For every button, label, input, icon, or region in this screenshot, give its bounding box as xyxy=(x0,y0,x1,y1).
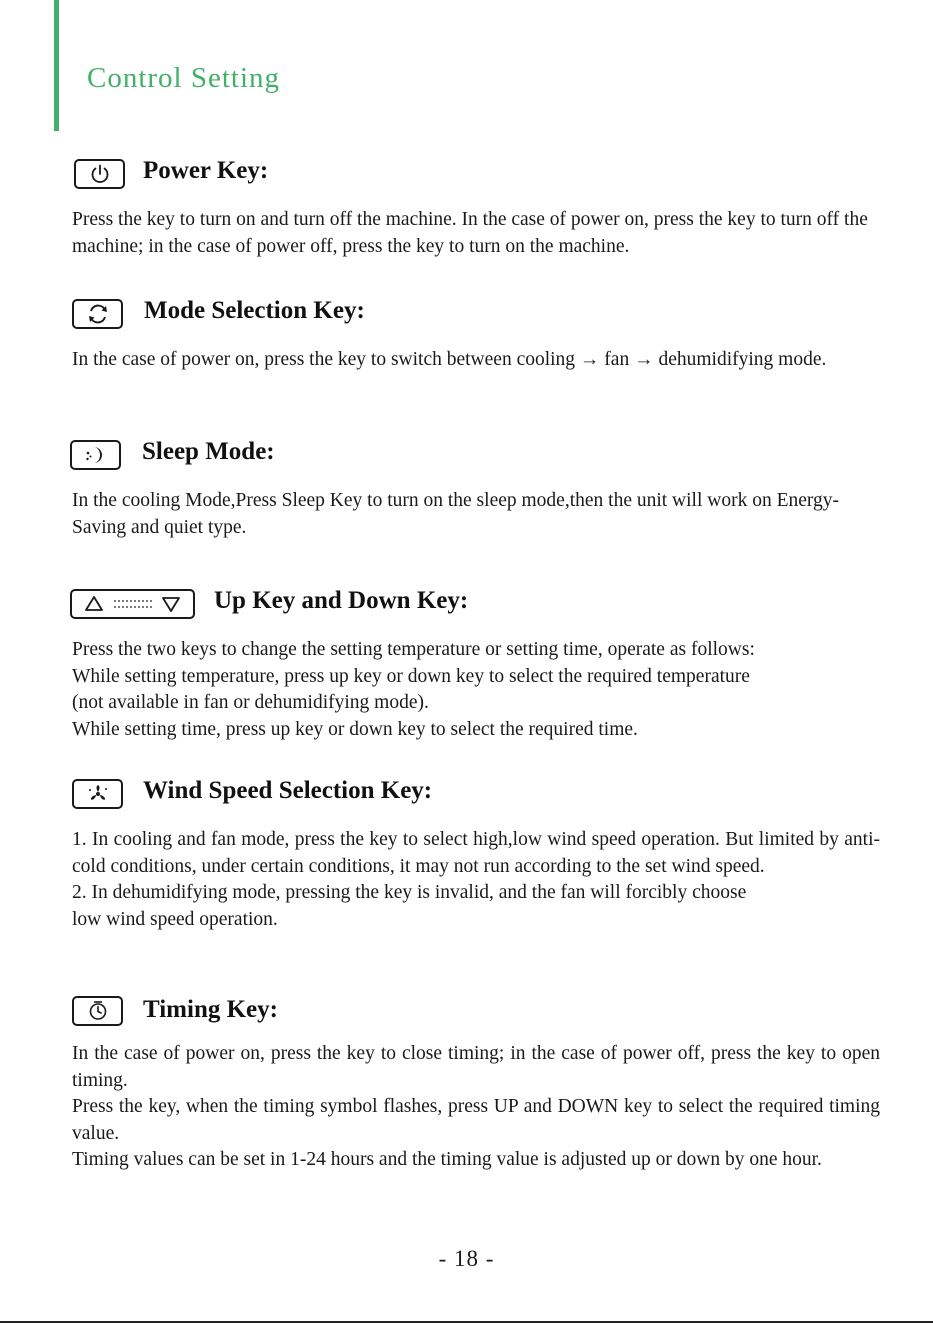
paragraph: Timing values can be set in 1-24 hours and the timing value is adjusted up or down by one hour. xyxy=(72,1149,822,1171)
paragraph: While setting time, press up key or down key to select the required time. xyxy=(72,718,638,740)
section-header xyxy=(0,159,933,199)
section-title: Mode Selection Key: xyxy=(144,297,365,324)
paragraph: In the case of power on, press the key to close timing; in the case of power off, press the key to open timing. xyxy=(72,1043,880,1091)
section-body xyxy=(72,207,880,260)
paragraph: While setting temperature, press up key or down key to select the required temperature xyxy=(72,665,750,687)
section-title: Power Key: xyxy=(143,157,269,184)
section-body xyxy=(72,827,880,933)
section-body xyxy=(72,1041,880,1174)
paragraph: In the cooling Mode,Press Sleep Key to turn on the sleep mode,then the unit will work on Energy-Saving and quiet type. xyxy=(72,490,840,538)
timing-key-button xyxy=(72,996,123,1026)
up-down-key-button xyxy=(70,589,195,619)
section-title: Up Key and Down Key: xyxy=(214,587,469,614)
section-header xyxy=(0,779,933,819)
section-header xyxy=(0,996,933,1036)
fan-icon xyxy=(86,783,110,805)
up-arrow-icon xyxy=(84,595,104,613)
power-icon xyxy=(89,163,111,185)
down-arrow-icon xyxy=(161,595,181,613)
paragraph: In the case of power on, press the key to switch between cooling → fan → dehumidifying mode. xyxy=(72,349,827,370)
section-header xyxy=(0,299,933,339)
wind-speed-key-button xyxy=(72,779,123,809)
bottom-divider xyxy=(0,1321,933,1323)
page-title: Control Setting xyxy=(87,62,281,94)
header-accent-bar xyxy=(54,0,59,131)
section-title: Sleep Mode: xyxy=(142,438,275,465)
paragraph: Press the key, when the timing symbol flashes, press UP and DOWN key to select the required timing value. xyxy=(72,1096,880,1144)
dotted-divider-icon xyxy=(113,598,153,610)
sleep-key-button xyxy=(70,440,121,470)
timer-icon xyxy=(86,1000,110,1022)
section-title: Timing Key: xyxy=(143,996,278,1023)
paragraph: 2. In dehumidifying mode, pressing the key is invalid, and the fan will forcibly choose xyxy=(72,882,747,904)
mode-cycle-icon xyxy=(86,303,110,325)
section-body xyxy=(72,347,880,374)
section-body xyxy=(72,488,880,541)
paragraph: 1. In cooling and fan mode, press the key to select high,low wind speed operation. But limited by anti-cold conditions, under certain conditions, it may not run according to the set wind speed. xyxy=(72,829,880,877)
section-body xyxy=(72,637,880,743)
section-title: Wind Speed Selection Key: xyxy=(143,777,433,804)
mode-key-button xyxy=(72,299,123,329)
paragraph: low wind speed operation. xyxy=(72,908,278,930)
moon-icon xyxy=(84,444,108,466)
paragraph: (not available in fan or dehumidifying mode). xyxy=(72,692,429,714)
page-number: - 18 - xyxy=(438,1246,495,1271)
section-header xyxy=(0,589,933,629)
section-header xyxy=(0,440,933,480)
paragraph: Press the key to turn on and turn off the machine. In the case of power on, press the key to turn off the machine; in the case of power off, press the key to turn on the machine. xyxy=(72,209,868,257)
power-key-button xyxy=(74,159,125,189)
paragraph: Press the two keys to change the setting temperature or setting time, operate as follows: xyxy=(72,639,755,660)
